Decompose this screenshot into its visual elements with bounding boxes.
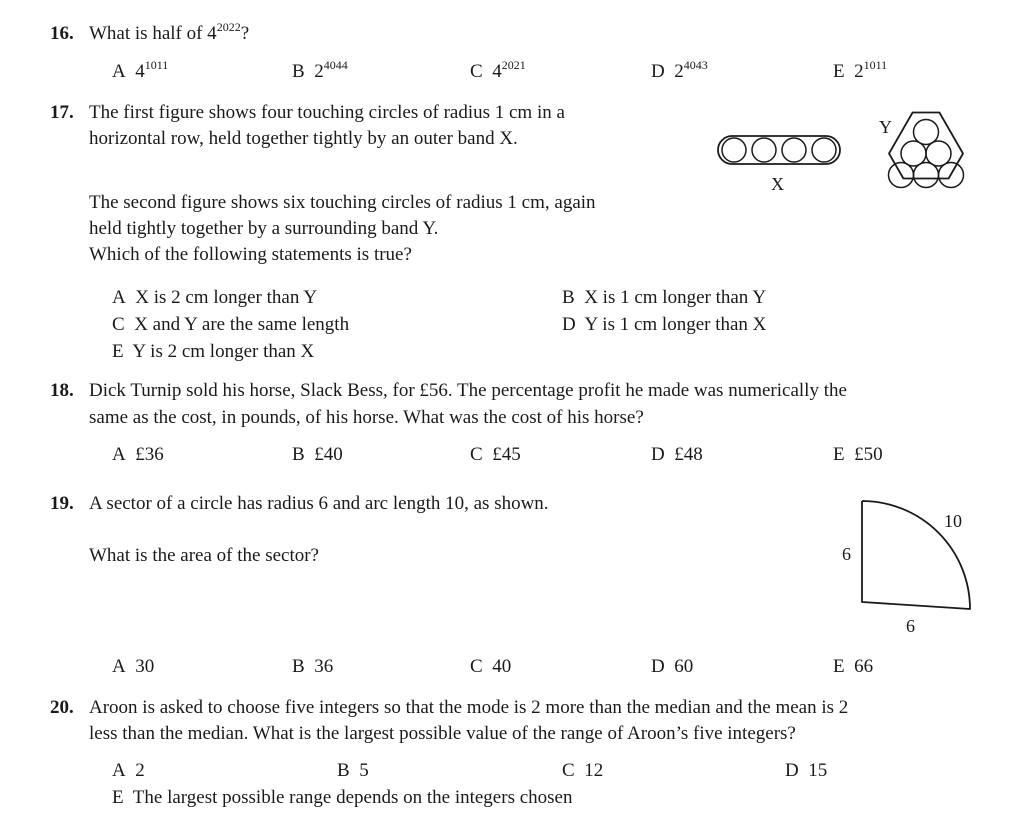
option-letter: E [112, 787, 124, 808]
option-text: 5 [359, 760, 369, 781]
option-exp: 2021 [501, 58, 526, 72]
q18-option-a[interactable] [112, 445, 164, 464]
option-letter: C [470, 61, 483, 82]
q17-line-3: The second figure shows six touching circles of radius 1 cm, again [89, 192, 596, 213]
q20-option-d[interactable] [785, 761, 827, 780]
label-arc-length: 10 [944, 511, 962, 531]
q16-option-e[interactable] [833, 58, 888, 82]
q18-line-2: same as the cost, in pounds, of his horse. What was the cost of his horse? [89, 407, 644, 428]
q19-option-c[interactable] [470, 657, 511, 676]
q18-number: 18. [50, 380, 74, 401]
q20-line-2: less than the median. What is the largest possible value of the range of Aroon’s five integers? [89, 723, 796, 744]
option-letter: B [292, 444, 305, 465]
q17-option-a[interactable] [112, 288, 317, 307]
q16-text-a: What is half of 4 [89, 23, 217, 44]
option-exp: 4043 [683, 58, 708, 72]
q17-option-c[interactable] [112, 315, 349, 334]
sector-figure [855, 495, 985, 625]
q17-line-2: horizontal row, held together tightly by an outer band X. [89, 128, 518, 149]
option-letter: A [112, 61, 126, 82]
q18-option-e[interactable] [833, 445, 883, 464]
option-letter: B [292, 656, 305, 677]
q18-option-c[interactable] [470, 445, 521, 464]
label-y: Y [879, 117, 892, 137]
q18-option-b[interactable] [292, 445, 343, 464]
option-letter: D [785, 760, 799, 781]
option-text: X is 1 cm longer than Y [584, 287, 767, 308]
option-base: 2 [314, 61, 324, 82]
circle [926, 141, 951, 166]
option-base: 2 [674, 61, 684, 82]
option-text: £50 [854, 444, 883, 465]
q19-number: 19. [50, 493, 74, 514]
q20-option-a[interactable] [112, 761, 145, 780]
circle [914, 163, 939, 188]
q20-option-e[interactable] [112, 788, 572, 807]
circle [812, 138, 836, 162]
option-letter: B [337, 760, 350, 781]
q19-line-2: What is the area of the sector? [89, 545, 319, 566]
option-letter: C [112, 314, 125, 335]
option-letter: A [112, 656, 126, 677]
option-text: 40 [492, 656, 512, 677]
option-letter: E [833, 656, 845, 677]
option-letter: D [562, 314, 576, 335]
option-text: 12 [584, 760, 604, 781]
circle [901, 141, 926, 166]
q17-option-d[interactable] [562, 315, 766, 334]
option-text: X is 2 cm longer than Y [135, 287, 318, 308]
option-letter: E [833, 61, 845, 82]
option-text: X and Y are the same length [134, 314, 350, 335]
option-text: £45 [492, 444, 521, 465]
q16-text-exp: 2022 [216, 20, 241, 34]
q17-option-b[interactable] [562, 288, 766, 307]
option-text: 66 [854, 656, 874, 677]
option-letter: C [562, 760, 575, 781]
q19-option-d[interactable] [651, 657, 693, 676]
option-text: 36 [314, 656, 334, 677]
label-radius-left: 6 [842, 544, 851, 564]
option-base: 4 [135, 61, 145, 82]
q19-line-1: A sector of a circle has radius 6 and arc length 10, as shown. [89, 493, 549, 514]
circle [782, 138, 806, 162]
q19-option-e[interactable] [833, 657, 873, 676]
option-exp: 1011 [863, 58, 888, 72]
q19-option-b[interactable] [292, 657, 333, 676]
q20-option-c[interactable] [562, 761, 603, 780]
option-letter: D [651, 444, 665, 465]
option-letter: E [112, 341, 124, 362]
option-text: 15 [808, 760, 828, 781]
q20-option-b[interactable] [337, 761, 369, 780]
q17-option-e[interactable] [112, 342, 314, 361]
label-radius-bottom: 6 [906, 616, 915, 636]
band-x [718, 136, 840, 164]
q17-number: 17. [50, 102, 74, 123]
option-letter: A [112, 444, 126, 465]
option-base: 2 [854, 61, 864, 82]
option-letter: B [292, 61, 305, 82]
option-letter: E [833, 444, 845, 465]
option-letter: D [651, 61, 665, 82]
circle [722, 138, 746, 162]
option-text: 60 [674, 656, 694, 677]
circle [914, 120, 939, 145]
option-letter: B [562, 287, 575, 308]
band-y [889, 113, 963, 179]
option-letter: D [651, 656, 665, 677]
q17-line-1: The first figure shows four touching circles of radius 1 cm in a [89, 102, 565, 123]
q20-number: 20. [50, 697, 74, 718]
option-text: £40 [314, 444, 343, 465]
option-letter: C [470, 656, 483, 677]
q16-option-c[interactable] [470, 58, 526, 82]
q16-question [89, 20, 250, 44]
option-text: £48 [674, 444, 703, 465]
q19-option-a[interactable] [112, 657, 154, 676]
option-text: Y is 1 cm longer than X [584, 314, 767, 335]
q17-line-4: held tightly together by a surrounding band Y. [89, 218, 439, 239]
option-text: The largest possible range depends on the integers chosen [132, 787, 573, 808]
q16-number: 16. [50, 23, 74, 44]
option-base: 4 [492, 61, 502, 82]
option-text: £36 [135, 444, 164, 465]
option-text: Y is 2 cm longer than X [132, 341, 315, 362]
option-text: 2 [135, 760, 145, 781]
option-letter: A [112, 287, 126, 308]
q16-option-a[interactable] [112, 58, 169, 82]
q16-option-d[interactable] [651, 58, 708, 82]
option-text: 30 [135, 656, 155, 677]
option-letter: A [112, 760, 126, 781]
circle [752, 138, 776, 162]
q17-line-5: Which of the following statements is true? [89, 244, 412, 265]
option-exp: 4044 [323, 58, 348, 72]
label-x: X [771, 174, 784, 194]
option-letter: C [470, 444, 483, 465]
option-exp: 1011 [144, 58, 169, 72]
q18-line-1: Dick Turnip sold his horse, Slack Bess, for £56. The percentage profit he made was numerically the [89, 380, 847, 401]
q20-line-1: Aroon is asked to choose five integers so that the mode is 2 more than the median and the mean is 2 [89, 697, 849, 718]
q16-option-b[interactable] [292, 58, 348, 82]
q18-option-d[interactable] [651, 445, 703, 464]
q16-text-b: ? [240, 23, 250, 44]
